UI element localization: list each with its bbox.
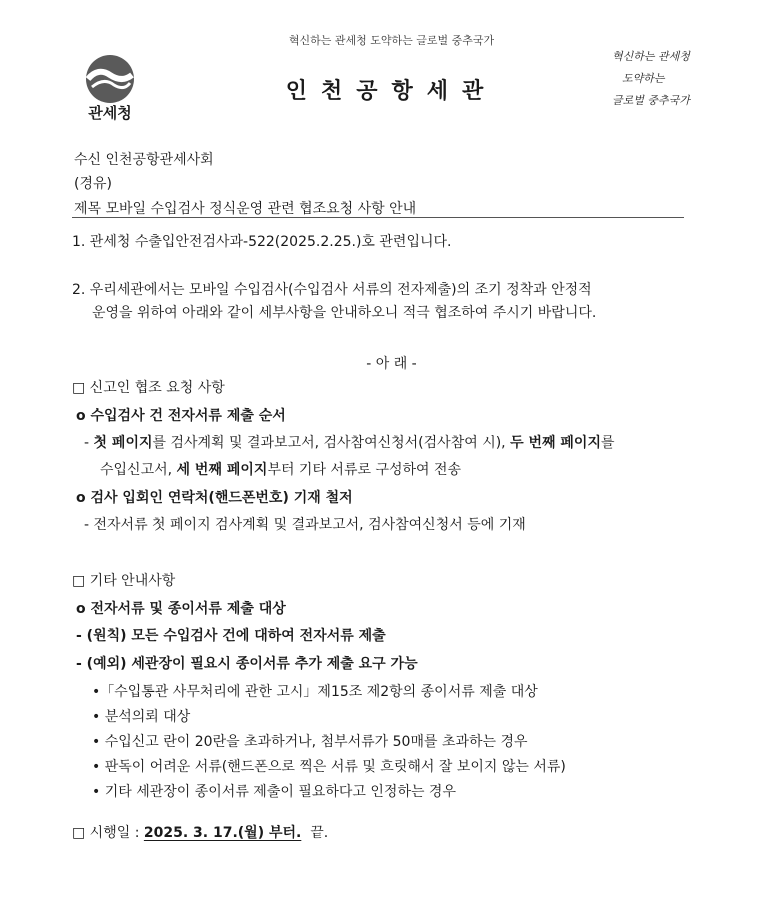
item-2-line1: 2. 우리세관에서는 모바일 수입검사(수입검사 서류의 전자제출)의 조기 정착과 안정적 (72, 282, 592, 298)
exception-bullet: • 수입신고 란이 20란을 초과하거나, 첨부서류가 50매를 초과하는 경우 (92, 734, 528, 750)
exception-bullet: • 기타 세관장이 종이서류 제출이 필요하다고 인정하는 경우 (92, 784, 456, 800)
item-1: 1. 관세청 수출입안전검사과-522(2025.2.25.)호 관련입니다. (72, 234, 452, 250)
effective-date-line: □ 시행일 : 2025. 3. 17.(월) 부터. 끝. (72, 825, 329, 841)
document-title: 인천공항세관 (285, 79, 498, 104)
end-mark: 끝. (310, 825, 329, 841)
subject-divider (72, 217, 684, 218)
via: (경유) (74, 176, 112, 192)
section1-detail1-line2: 수입신고서, 세 번째 페이지부터 기타 서류로 구성하여 전송 (100, 462, 462, 478)
effective-date: 2025. 3. 17.(월) 부터. (143, 825, 302, 841)
section1-detail1-line1: - 첫 페이지를 검사계획 및 결과보고서, 검사참여신청서(검사참여 시), 두 번째 페이지를 (84, 435, 615, 451)
section1-item2: o 검사 입회인 연락처(핸드폰번호) 기재 철저 (76, 490, 353, 506)
below-heading: - 아 래 - (366, 356, 417, 372)
exception-bullet: • 판독이 어려운 서류(핸드폰으로 찍은 서류 및 흐릿해서 잘 보이지 않는 서류) (92, 759, 566, 775)
exception-bullet: • 분석의뢰 대상 (92, 709, 191, 725)
subject: 제목 모바일 수입검사 정식운영 관련 협조요청 사항 안내 (74, 201, 417, 217)
section1-header: □ 신고인 협조 요청 사항 (72, 380, 225, 396)
section2-item1: o 전자서류 및 종이서류 제출 대상 (76, 601, 286, 617)
section1-item1: o 수입검사 건 전자서류 제출 순서 (76, 408, 286, 424)
item-2-line2: 운영을 위하여 아래와 같이 세부사항을 안내하오니 적극 협조하여 주시기 바랍니다. (92, 305, 597, 321)
signature-slogan: 혁신하는 관세청 도약하는 글로벌 중추국가 (612, 50, 690, 107)
section1-detail2: - 전자서류 첫 페이지 검사계획 및 결과보고서, 검사참여신청서 등에 기재 (84, 517, 526, 533)
recipient: 수신 인천공항관세사회 (74, 152, 214, 168)
logo-text: 관세청 (88, 104, 132, 122)
exception-bullet: •「수입통관 사무처리에 관한 고시」제15조 제2항의 종이서류 제출 대상 (92, 684, 538, 700)
slogan: 혁신하는 관세청 도약하는 글로벌 중추국가 (288, 34, 495, 47)
section2-header: □ 기타 안내사항 (72, 573, 176, 589)
section2-exception: - (예외) 세관장이 필요시 종이서류 추가 제출 요구 가능 (76, 656, 418, 672)
section2-principle: - (원칙) 모든 수입검사 건에 대하여 전자서류 제출 (76, 628, 386, 644)
